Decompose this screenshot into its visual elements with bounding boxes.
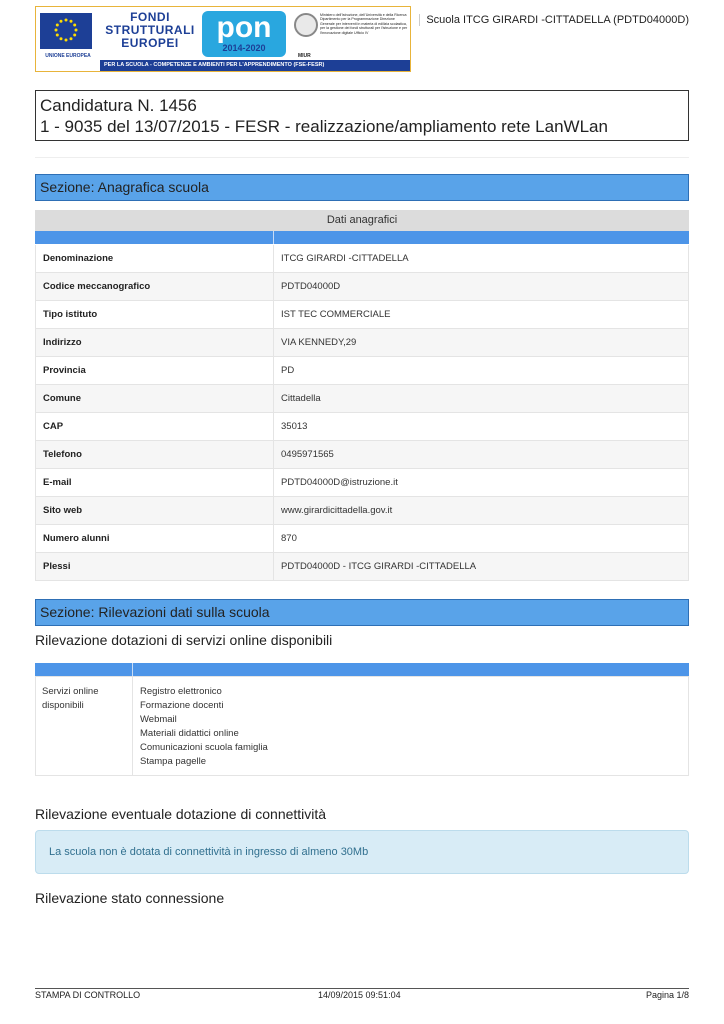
ministry-text: Ministero dell'Istruzione, dell'Università e della Ricerca Dipartimento per la Programmazione Direzione Generale per interventi in materia di edilizia scolastica, per la gestione dei fondi strutturali per l'istruzione e per l'innovazione digitale Ufficio IV — [320, 13, 408, 35]
subheading-servizi: Rilevazione dotazioni di servizi online disponibili — [35, 632, 333, 648]
footer-left: STAMPA DI CONTROLLO — [35, 990, 141, 1000]
row-label: Indirizzo — [36, 329, 274, 356]
table-row — [35, 301, 689, 329]
title-line-2: 1 - 9035 del 13/07/2015 - FESR - realizzazione/ampliamento rete LanWLan — [40, 117, 608, 136]
row-label: Numero alunni — [36, 525, 274, 552]
section-rilevazioni-heading: Sezione: Rilevazioni dati sulla scuola — [35, 599, 689, 626]
italian-emblem-icon — [294, 13, 318, 37]
table-row — [35, 385, 689, 413]
row-label: E-mail — [36, 469, 274, 496]
row-value: PDTD04000D - ITCG GIRARDI -CITTADELLA — [281, 561, 477, 572]
list-item: Comunicazioni scuola famiglia — [140, 742, 268, 753]
subheading-connettivita: Rilevazione eventuale dotazione di connettività — [35, 806, 327, 822]
miur-label: MIUR — [298, 53, 311, 59]
list-item: Materiali didattici online — [140, 728, 239, 739]
row-value: ITCG GIRARDI -CITTADELLA — [281, 253, 409, 264]
table-row — [35, 413, 689, 441]
table-row — [35, 469, 689, 497]
divider — [35, 157, 689, 158]
table-row — [35, 497, 689, 525]
footer-divider — [35, 988, 689, 989]
row-label: Comune — [36, 385, 274, 412]
table-row — [35, 329, 689, 357]
row-value: 870 — [281, 533, 297, 544]
row-value: IST TEC COMMERCIALE — [281, 309, 391, 320]
services-table — [35, 676, 689, 776]
table-row — [35, 245, 689, 273]
table-row — [35, 273, 689, 301]
footer-page-number: Pagina 1/8 — [645, 990, 689, 1000]
table-row — [35, 357, 689, 385]
section-anagrafica-heading: Sezione: Anagrafica scuola — [35, 174, 689, 201]
fondi-logo-text: FONDI STRUTTURALI EUROPEI — [105, 10, 195, 50]
pon-logo: pon 2014-2020 — [202, 11, 286, 57]
row-value: 35013 — [281, 421, 308, 432]
row-label: Sito web — [36, 497, 274, 524]
title-line-1: Candidatura N. 1456 — [40, 96, 197, 115]
subheading-stato-connessione: Rilevazione stato connessione — [35, 890, 225, 906]
row-value: VIA KENNEDY,29 — [281, 337, 357, 348]
row-value: www.girardicittadella.gov.it — [281, 505, 393, 516]
table-header-bar — [35, 231, 689, 244]
row-label: Telefono — [36, 441, 274, 468]
table-row — [35, 441, 689, 469]
services-list — [133, 677, 268, 769]
table-row — [35, 525, 689, 553]
row-label: Denominazione — [36, 245, 274, 272]
table-title: Dati anagrafici — [35, 210, 689, 231]
row-value: 0495971565 — [281, 449, 334, 460]
row-value: PD — [281, 365, 295, 376]
eu-caption: UNIONE EUROPEA — [45, 53, 91, 59]
list-item: Formazione docenti — [140, 700, 224, 711]
row-value: PDTD04000D — [281, 281, 341, 292]
candidatura-title — [35, 90, 689, 141]
row-label: Codice meccanografico — [36, 273, 274, 300]
row-label: CAP — [36, 413, 274, 440]
eu-flag-icon — [40, 13, 92, 49]
table-row — [35, 553, 689, 581]
list-item: Webmail — [140, 714, 177, 725]
row-label: Plessi — [36, 553, 274, 580]
school-name-header: Scuola ITCG GIRARDI -CITTADELLA (PDTD04000D) — [419, 14, 689, 26]
services-label: Servizi online disponibili — [36, 677, 133, 775]
banner-strip: PER LA SCUOLA - COMPETENZE E AMBIENTI PER L'APPRENDIMENTO (FSE-FESR) — [100, 60, 410, 71]
row-label: Tipo istituto — [36, 301, 274, 328]
footer-timestamp: 14/09/2015 09:51:04 — [318, 990, 401, 1000]
pon-banner-logo — [35, 6, 411, 72]
page-header — [35, 6, 689, 74]
row-value: Cittadella — [281, 393, 321, 404]
row-label: Provincia — [36, 357, 274, 384]
row-value: PDTD04000D@istruzione.it — [281, 477, 398, 488]
list-item: Registro elettronico — [140, 686, 222, 697]
services-header-bar — [35, 663, 689, 676]
list-item: Stampa pagelle — [140, 756, 207, 767]
connectivity-alert: La scuola non è dotata di connettività in ingresso di almeno 30Mb — [35, 830, 689, 874]
